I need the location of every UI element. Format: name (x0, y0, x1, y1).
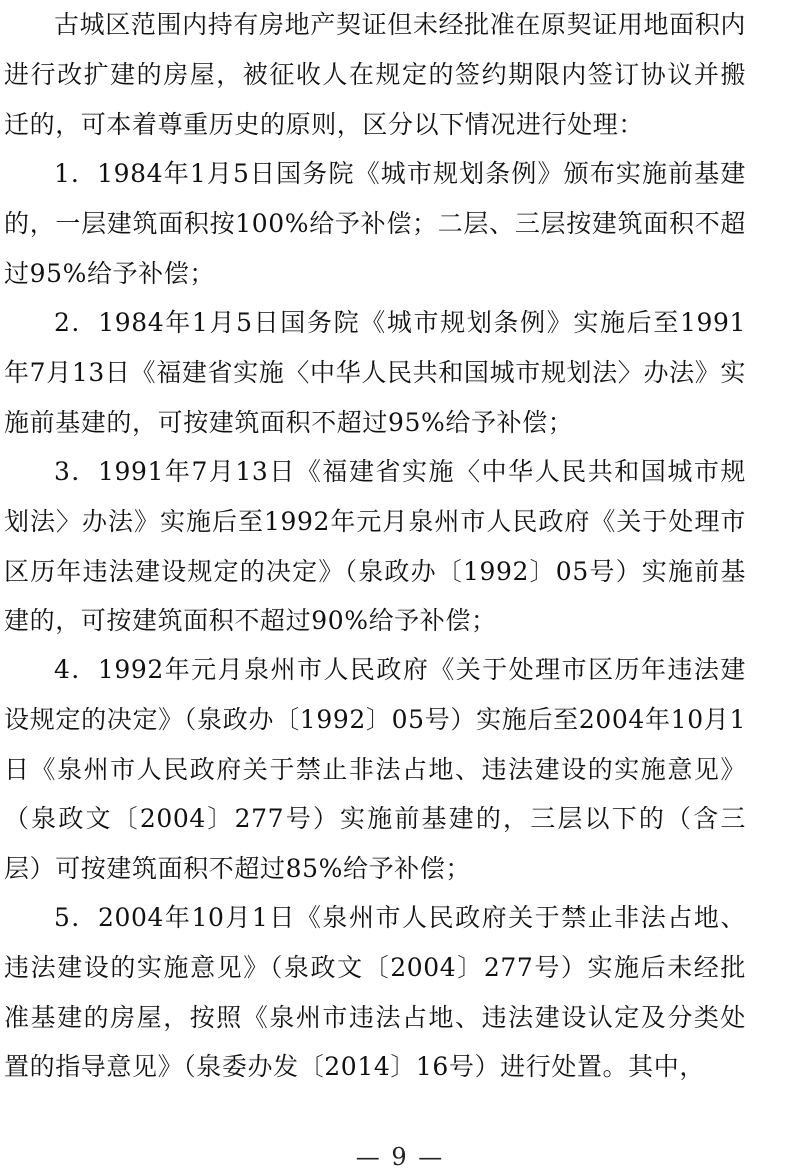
paragraph-item-5: 5．2004年10月1日《泉州市人民政府关于禁止非法占地、违法建设的实施意见》（泉政文〔2004〕277号）实施后未经批准基建的房屋，按照《泉州市违法占地、违法建设认定及分类处置的指导意见》（泉委办发〔2014〕16号）进行处置。其中， (4, 903, 746, 1082)
paragraph-intro: 古城区范围内持有房地产契证但未经批准在原契证用地面积内进行改扩建的房屋，被征收人在规定的签约期限内签订协议并搬迁的，可本着尊重历史的原则，区分以下情况进行处理： (4, 10, 746, 139)
page-number: — 9 — (355, 1143, 445, 1171)
paragraph-item-4: 4．1992年元月泉州市人民政府《关于处理市区历年违法建设规定的决定》（泉政办〔1992〕05号）实施后至2004年10月1日《泉州市人民政府关于禁止非法占地、违法建设的实施意见》（泉政文〔2004〕277号）实施前基建的，三层以下的（含三层）可按建筑面积不超过85%给予补偿； (4, 655, 746, 884)
paragraph-item-1: 1．1984年1月5日国务院《城市规划条例》颁布实施前基建的，一层建筑面积按100%给予补偿；二层、三层按建筑面积不超过95%给予补偿； (4, 159, 746, 288)
paragraph-item-2: 2．1984年1月5日国务院《城市规划条例》实施后至1991年7月13日《福建省实施〈中华人民共和国城市规划法〉办法》实施前基建的，可按建筑面积不超过95%给予补偿； (4, 308, 746, 437)
paragraph-item-3: 3．1991年7月13日《福建省实施〈中华人民共和国城市规划法〉办法》实施后至1992年元月泉州市人民政府《关于处理市区历年违法建设规定的决定》（泉政办〔1992〕05号）实施前基建的，可按建筑面积不超过90%给予补偿； (4, 457, 746, 636)
